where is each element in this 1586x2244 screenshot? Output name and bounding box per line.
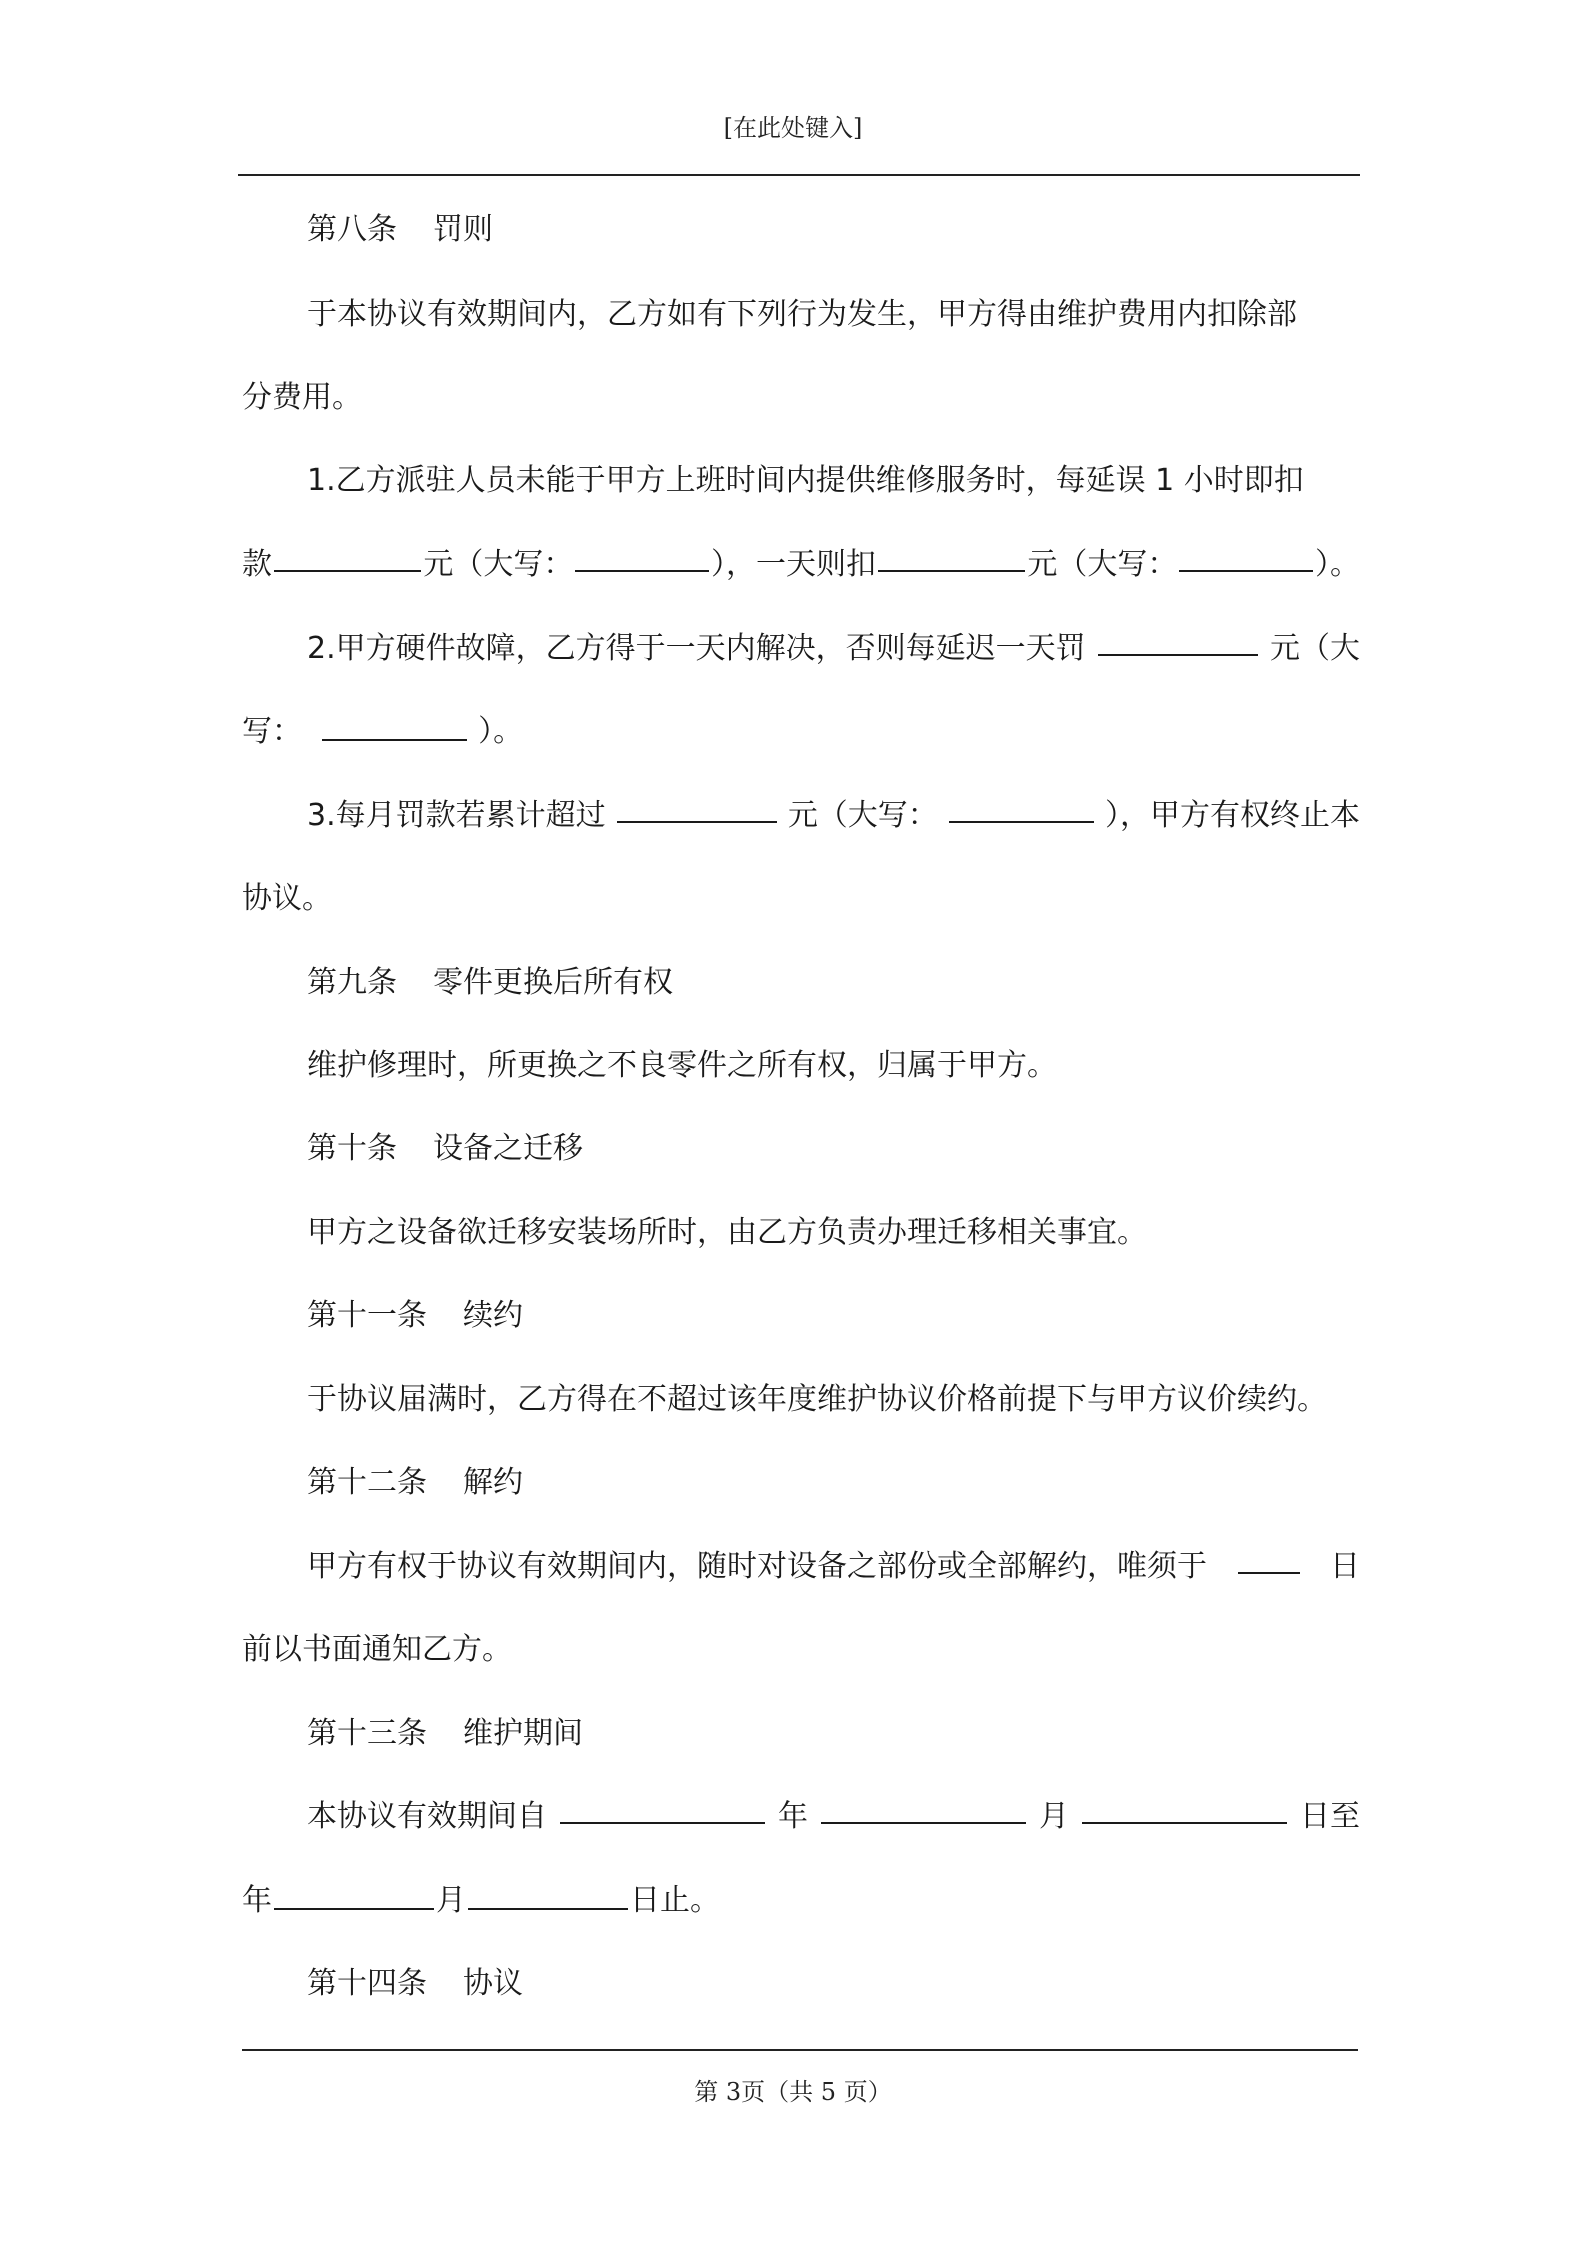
- fill-blank[interactable]: [468, 1878, 628, 1910]
- list-item: [307, 624, 1360, 674]
- article-title: 续约: [463, 1298, 523, 1333]
- text: 日止。: [630, 1883, 720, 1918]
- page-footer: 第 3页（共 5 页）: [694, 2078, 892, 2106]
- article-title: 维护期间: [463, 1716, 583, 1751]
- text: ）。: [1315, 547, 1360, 582]
- text: 写：: [242, 714, 302, 749]
- text: 3.每月罚款若累计超过: [307, 798, 606, 833]
- article-title: 协议: [463, 1966, 523, 2001]
- article-10-heading: [307, 1124, 1360, 1174]
- fill-blank[interactable]: [274, 1878, 434, 1910]
- fill-blank[interactable]: [322, 709, 467, 741]
- article-number: 第十条: [307, 1131, 397, 1166]
- text: ）。: [478, 714, 524, 749]
- fill-blank[interactable]: [1082, 1792, 1287, 1824]
- paragraph-continuation: 前以书面通知乙方。: [242, 1632, 512, 1667]
- text: 年: [242, 1883, 272, 1918]
- list-item-continuation: 协议。: [242, 881, 332, 916]
- text: 元（大写：: [787, 798, 938, 833]
- text: 甲方有权于协议有效期间内，随时对设备之部份或全部解约，唯须于: [307, 1549, 1207, 1584]
- article-number: 第十一条: [307, 1298, 427, 1333]
- text: 日: [1330, 1549, 1360, 1584]
- fill-blank[interactable]: [821, 1792, 1026, 1824]
- paragraph: [307, 1542, 1360, 1592]
- article-number: 第九条: [307, 965, 397, 1000]
- fill-blank[interactable]: [878, 540, 1025, 572]
- text: 2.甲方硬件故障，乙方得于一天内解决，否则每延迟一天罚: [307, 631, 1086, 666]
- article-13-heading: [307, 1709, 1360, 1759]
- paragraph: 于本协议有效期间内，乙方如有下列行为发生，甲方得由维护费用内扣除部: [307, 297, 1297, 332]
- article-8-heading: [307, 205, 1360, 255]
- list-item: [307, 791, 1360, 841]
- paragraph: 维护修理时，所更换之不良零件之所有权，归属于甲方。: [307, 1048, 1057, 1083]
- article-9-heading: [307, 958, 1360, 1008]
- article-11-heading: [307, 1291, 1360, 1341]
- text: 月: [436, 1883, 466, 1918]
- text: 元（大写：: [1027, 547, 1178, 582]
- fill-blank[interactable]: [1238, 1542, 1300, 1574]
- text: 日至: [1300, 1799, 1360, 1834]
- article-14-heading: [307, 1959, 1360, 2009]
- text: 元（大写：: [423, 547, 574, 582]
- text: 本协议有效期间自: [307, 1799, 547, 1834]
- article-title: 设备之迁移: [433, 1131, 583, 1166]
- header-rule: [238, 174, 1360, 176]
- paragraph: 于协议届满时，乙方得在不超过该年度维护协议价格前提下与甲方议价续约。: [307, 1382, 1327, 1417]
- fill-blank[interactable]: [617, 791, 777, 823]
- article-number: 第八条: [307, 212, 397, 247]
- paragraph: 分费用。: [242, 380, 362, 415]
- article-title: 解约: [463, 1465, 523, 1500]
- fill-blank[interactable]: [1098, 624, 1258, 656]
- text: 年: [778, 1799, 808, 1834]
- footer-rule: [242, 2049, 1358, 2051]
- page-header: [在此处键入]: [723, 114, 863, 142]
- fill-blank[interactable]: [949, 791, 1094, 823]
- article-title: 零件更换后所有权: [433, 965, 673, 1000]
- text: ），一天则扣: [711, 547, 876, 582]
- article-number: 第十三条: [307, 1716, 427, 1751]
- list-item-continuation: [242, 707, 1360, 757]
- fill-blank[interactable]: [274, 540, 421, 572]
- article-number: 第十二条: [307, 1465, 427, 1500]
- fill-blank[interactable]: [1179, 540, 1313, 572]
- paragraph: [307, 1792, 1360, 1842]
- list-item-continuation: [242, 540, 1360, 590]
- text: 月: [1039, 1799, 1069, 1834]
- paragraph-continuation: [242, 1876, 1360, 1926]
- fill-blank[interactable]: [560, 1792, 765, 1824]
- article-title: 罚则: [433, 212, 493, 247]
- text: 款: [242, 547, 272, 582]
- list-item: 1.乙方派驻人员未能于甲方上班时间内提供维修服务时，每延误 1 小时即扣: [307, 463, 1304, 498]
- article-12-heading: [307, 1458, 1360, 1508]
- article-number: 第十四条: [307, 1966, 427, 2001]
- text: ），甲方有权终止本: [1105, 798, 1360, 833]
- paragraph: 甲方之设备欲迁移安装场所时，由乙方负责办理迁移相关事宜。: [307, 1215, 1147, 1250]
- fill-blank[interactable]: [575, 540, 709, 572]
- text: 元（大: [1270, 631, 1360, 666]
